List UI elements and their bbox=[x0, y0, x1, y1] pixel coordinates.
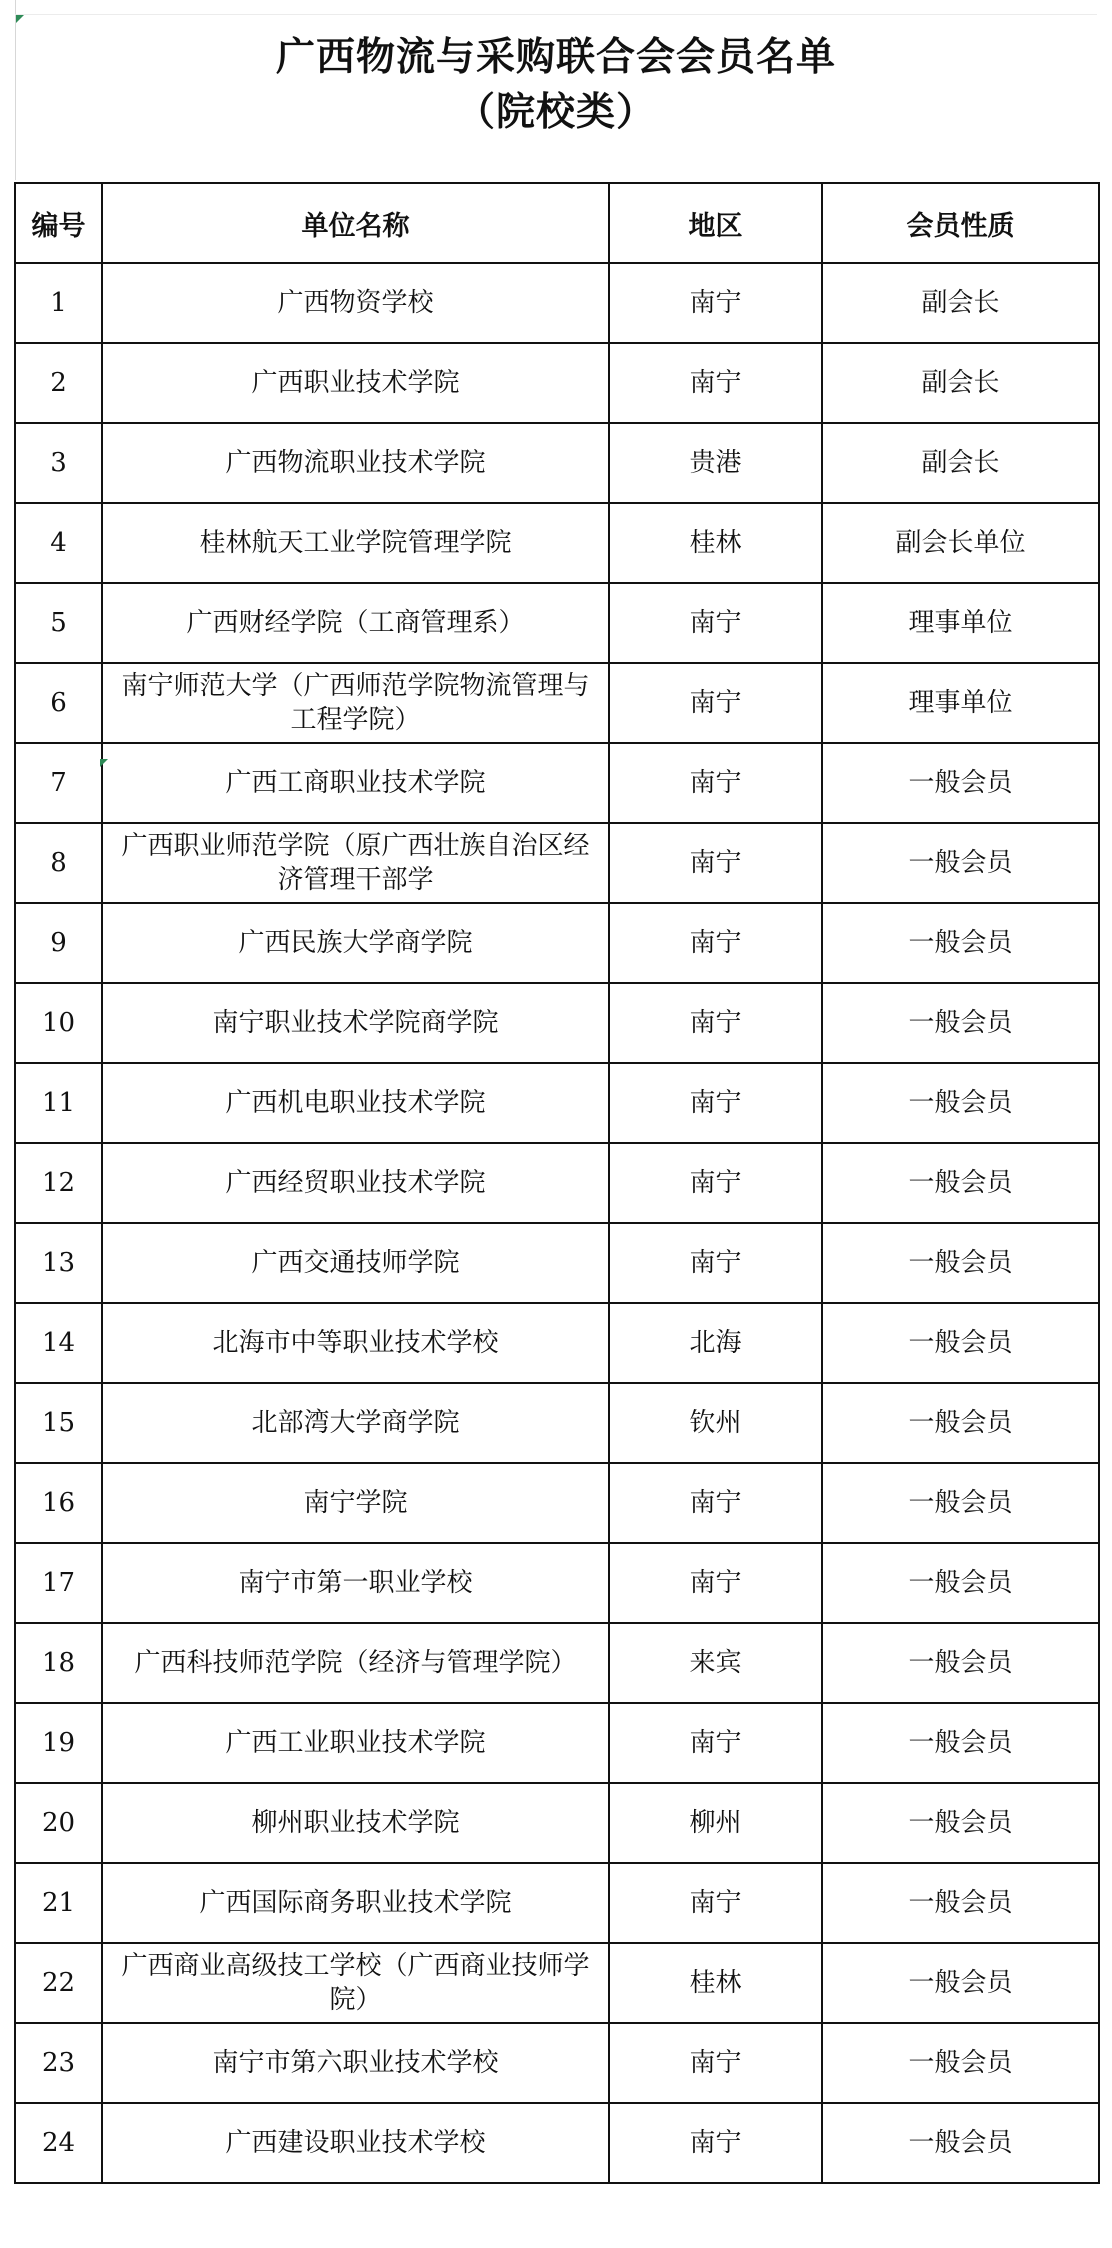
table-row bbox=[15, 2023, 1099, 2103]
table-row bbox=[15, 1783, 1099, 1863]
cell-number[interactable]: 9 bbox=[15, 903, 102, 983]
table-row bbox=[15, 583, 1099, 663]
cell-unit-name[interactable]: 广西交通技师学院 bbox=[102, 1223, 609, 1303]
cell-number[interactable]: 2 bbox=[15, 343, 102, 423]
document-title bbox=[16, 30, 1096, 140]
cell-region[interactable]: 南宁 bbox=[609, 1143, 822, 1223]
cell-membership[interactable]: 一般会员 bbox=[822, 1943, 1099, 2023]
cell-membership[interactable]: 一般会员 bbox=[822, 1143, 1099, 1223]
cell-membership[interactable]: 一般会员 bbox=[822, 2103, 1099, 2183]
cell-unit-name[interactable]: 南宁职业技术学院商学院 bbox=[102, 983, 609, 1063]
cell-region[interactable]: 南宁 bbox=[609, 2103, 822, 2183]
table-row bbox=[15, 1623, 1099, 1703]
table-row bbox=[15, 1383, 1099, 1463]
table-row bbox=[15, 1543, 1099, 1623]
cell-number[interactable]: 3 bbox=[15, 423, 102, 503]
cell-region[interactable]: 南宁 bbox=[609, 583, 822, 663]
cell-number[interactable]: 10 bbox=[15, 983, 102, 1063]
cell-number[interactable]: 16 bbox=[15, 1463, 102, 1543]
cell-unit-name[interactable]: 广西商业高级技工学校（广西商业技师学院） bbox=[102, 1943, 609, 2023]
cell-unit-name[interactable]: 广西职业技术学院 bbox=[102, 343, 609, 423]
cell-unit-name[interactable]: 广西物资学校 bbox=[102, 263, 609, 343]
cell-number[interactable]: 13 bbox=[15, 1223, 102, 1303]
cell-membership[interactable]: 一般会员 bbox=[822, 1543, 1099, 1623]
header-region: 地区 bbox=[609, 183, 822, 263]
table-row bbox=[15, 1303, 1099, 1383]
cell-number[interactable]: 17 bbox=[15, 1543, 102, 1623]
cell-region[interactable]: 南宁 bbox=[609, 743, 822, 823]
cell-region[interactable]: 南宁 bbox=[609, 1063, 822, 1143]
cell-comment-marker[interactable] bbox=[100, 759, 108, 767]
cell-number[interactable]: 14 bbox=[15, 1303, 102, 1383]
cell-membership[interactable]: 一般会员 bbox=[822, 743, 1099, 823]
table-row bbox=[15, 983, 1099, 1063]
cell-unit-name[interactable]: 南宁市第一职业学校 bbox=[102, 1543, 609, 1623]
title-line-1: 广西物流与采购联合会会员名单 bbox=[275, 34, 836, 80]
cell-region[interactable]: 贵港 bbox=[609, 423, 822, 503]
cell-number[interactable]: 8 bbox=[15, 823, 102, 903]
cell-region[interactable]: 北海 bbox=[609, 1303, 822, 1383]
cell-number[interactable]: 19 bbox=[15, 1703, 102, 1783]
cell-number[interactable]: 18 bbox=[15, 1623, 102, 1703]
cell-region[interactable]: 柳州 bbox=[609, 1783, 822, 1863]
cell-region[interactable]: 桂林 bbox=[609, 1943, 822, 2023]
table-row bbox=[15, 1943, 1099, 2023]
cell-region[interactable]: 南宁 bbox=[609, 1543, 822, 1623]
cell-membership[interactable]: 一般会员 bbox=[822, 903, 1099, 983]
header-unit-name: 单位名称 bbox=[102, 183, 609, 263]
cell-membership[interactable]: 一般会员 bbox=[822, 1623, 1099, 1703]
table-row bbox=[15, 1143, 1099, 1223]
cell-region[interactable]: 南宁 bbox=[609, 823, 822, 903]
cell-unit-name[interactable]: 柳州职业技术学院 bbox=[102, 1783, 609, 1863]
cell-membership[interactable]: 一般会员 bbox=[822, 1703, 1099, 1783]
table-row bbox=[15, 1463, 1099, 1543]
cell-region[interactable]: 南宁 bbox=[609, 1463, 822, 1543]
cell-unit-name[interactable]: 广西工商职业技术学院 bbox=[102, 743, 609, 823]
cell-membership[interactable]: 一般会员 bbox=[822, 983, 1099, 1063]
title-line-2: （院校类） bbox=[455, 89, 656, 135]
cell-unit-name[interactable]: 北部湾大学商学院 bbox=[102, 1383, 609, 1463]
cell-region[interactable]: 南宁 bbox=[609, 1223, 822, 1303]
cell-membership[interactable]: 理事单位 bbox=[822, 583, 1099, 663]
member-table bbox=[14, 182, 1100, 2184]
table-row bbox=[15, 503, 1099, 583]
cell-number[interactable]: 11 bbox=[15, 1063, 102, 1143]
cell-region[interactable]: 来宾 bbox=[609, 1623, 822, 1703]
table-row bbox=[15, 1063, 1099, 1143]
cell-region[interactable]: 南宁 bbox=[609, 983, 822, 1063]
cell-membership[interactable]: 一般会员 bbox=[822, 1863, 1099, 1943]
table-row bbox=[15, 743, 1099, 823]
table-row bbox=[15, 823, 1099, 903]
cell-region[interactable]: 南宁 bbox=[609, 663, 822, 743]
cell-unit-name[interactable]: 南宁学院 bbox=[102, 1463, 609, 1543]
cell-membership[interactable]: 一般会员 bbox=[822, 1383, 1099, 1463]
cell-membership[interactable]: 一般会员 bbox=[822, 1463, 1099, 1543]
table-row bbox=[15, 1863, 1099, 1943]
cell-number[interactable]: 7 bbox=[15, 743, 102, 823]
cell-unit-name[interactable]: 广西物流职业技术学院 bbox=[102, 423, 609, 503]
cell-unit-name[interactable]: 广西国际商务职业技术学院 bbox=[102, 1863, 609, 1943]
cell-number[interactable]: 23 bbox=[15, 2023, 102, 2103]
cell-region[interactable]: 南宁 bbox=[609, 263, 822, 343]
cell-unit-name[interactable]: 南宁师范大学（广西师范学院物流管理与工程学院） bbox=[102, 663, 609, 743]
cell-membership[interactable]: 一般会员 bbox=[822, 1223, 1099, 1303]
cell-region[interactable]: 南宁 bbox=[609, 2023, 822, 2103]
table-row bbox=[15, 263, 1099, 343]
cell-membership[interactable]: 一般会员 bbox=[822, 823, 1099, 903]
cell-number[interactable]: 20 bbox=[15, 1783, 102, 1863]
member-table-body bbox=[15, 263, 1099, 2183]
table-row bbox=[15, 1703, 1099, 1783]
cell-membership[interactable]: 副会长单位 bbox=[822, 503, 1099, 583]
cell-unit-name[interactable]: 桂林航天工业学院管理学院 bbox=[102, 503, 609, 583]
cell-membership[interactable]: 一般会员 bbox=[822, 2023, 1099, 2103]
cell-membership[interactable]: 副会长 bbox=[822, 263, 1099, 343]
cell-number[interactable]: 6 bbox=[15, 663, 102, 743]
sheet-top-gridline bbox=[15, 14, 1097, 15]
cell-number[interactable]: 15 bbox=[15, 1383, 102, 1463]
table-row bbox=[15, 663, 1099, 743]
table-row bbox=[15, 343, 1099, 423]
table-row bbox=[15, 1223, 1099, 1303]
cell-unit-name[interactable]: 广西财经学院（工商管理系） bbox=[102, 583, 609, 663]
cell-region[interactable]: 南宁 bbox=[609, 1863, 822, 1943]
cell-unit-name[interactable]: 南宁市第六职业技术学校 bbox=[102, 2023, 609, 2103]
cell-unit-name[interactable]: 北海市中等职业技术学校 bbox=[102, 1303, 609, 1383]
cell-number[interactable]: 1 bbox=[15, 263, 102, 343]
table-row bbox=[15, 2103, 1099, 2183]
header-number: 编号 bbox=[15, 183, 102, 263]
cell-number[interactable]: 5 bbox=[15, 583, 102, 663]
cell-unit-name[interactable]: 广西工业职业技术学院 bbox=[102, 1703, 609, 1783]
cell-membership[interactable]: 理事单位 bbox=[822, 663, 1099, 743]
cell-comment-marker[interactable] bbox=[16, 15, 24, 23]
cell-region[interactable]: 南宁 bbox=[609, 1703, 822, 1783]
table-header-row bbox=[15, 183, 1099, 263]
table-row bbox=[15, 903, 1099, 983]
cell-region[interactable]: 桂林 bbox=[609, 503, 822, 583]
cell-number[interactable]: 12 bbox=[15, 1143, 102, 1223]
cell-region[interactable]: 南宁 bbox=[609, 343, 822, 423]
cell-membership[interactable]: 副会长 bbox=[822, 423, 1099, 503]
table-row bbox=[15, 423, 1099, 503]
cell-number[interactable]: 22 bbox=[15, 1943, 102, 2023]
cell-number[interactable]: 21 bbox=[15, 1863, 102, 1943]
cell-unit-name[interactable]: 广西职业师范学院（原广西壮族自治区经济管理干部学 bbox=[102, 823, 609, 903]
cell-unit-name[interactable]: 广西机电职业技术学院 bbox=[102, 1063, 609, 1143]
cell-region[interactable]: 南宁 bbox=[609, 903, 822, 983]
cell-membership[interactable]: 一般会员 bbox=[822, 1303, 1099, 1383]
header-membership: 会员性质 bbox=[822, 183, 1099, 263]
cell-unit-name[interactable]: 广西经贸职业技术学院 bbox=[102, 1143, 609, 1223]
cell-unit-name[interactable]: 广西民族大学商学院 bbox=[102, 903, 609, 983]
cell-membership[interactable]: 一般会员 bbox=[822, 1783, 1099, 1863]
cell-unit-name[interactable]: 广西建设职业技术学校 bbox=[102, 2103, 609, 2183]
cell-membership[interactable]: 副会长 bbox=[822, 343, 1099, 423]
cell-region[interactable]: 钦州 bbox=[609, 1383, 822, 1463]
cell-number[interactable]: 4 bbox=[15, 503, 102, 583]
cell-number[interactable]: 24 bbox=[15, 2103, 102, 2183]
cell-unit-name[interactable]: 广西科技师范学院（经济与管理学院） bbox=[102, 1623, 609, 1703]
cell-membership[interactable]: 一般会员 bbox=[822, 1063, 1099, 1143]
